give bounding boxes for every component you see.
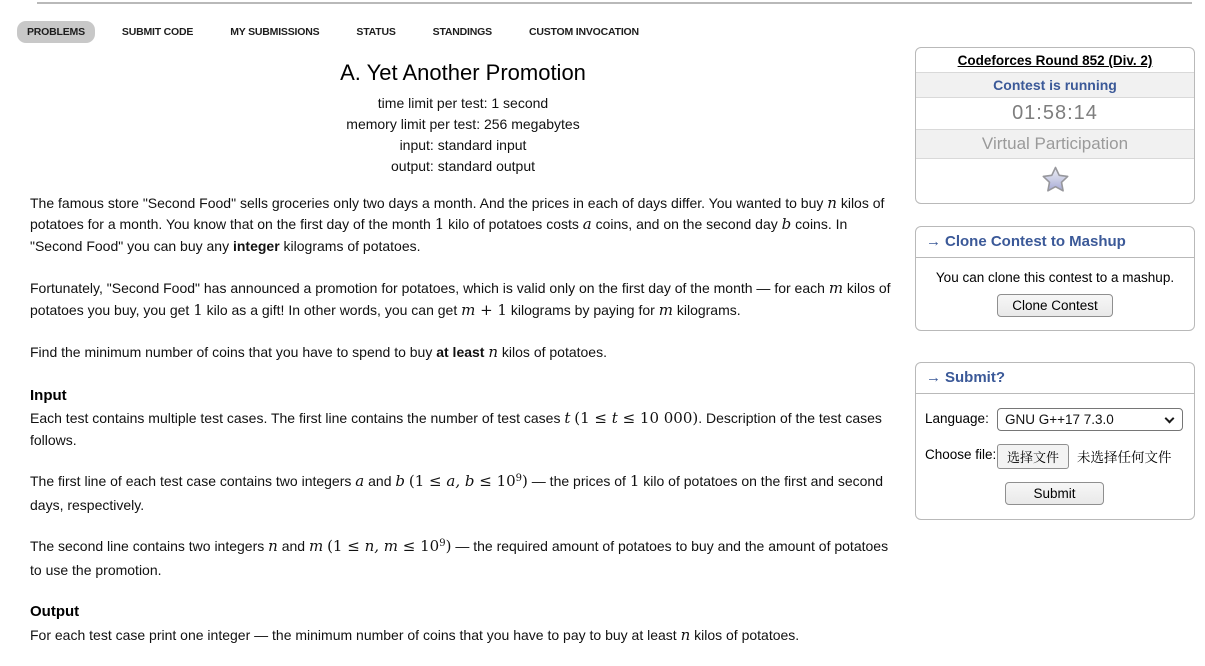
input-paragraph: The second line contains two integers n and m (1 ≤ n, $m \le 10^9$) — the required amount of potatoes to buy and the amount of potatoes to use the promotion.	[30, 537, 889, 578]
input-spec: input: standard input	[399, 136, 527, 153]
submit-box-caption	[916, 363, 1194, 394]
output-paragraph: For each test case print one integer — the minimum number of coins that you have to pay to buy at least n kilos of potatoes.	[30, 625, 800, 644]
language-selected-value: GNU G++17 7.3.0	[1005, 412, 1114, 427]
clone-contest-button[interactable]: Clone Contest	[997, 294, 1113, 317]
contest-info-box	[915, 47, 1195, 204]
submit-box	[915, 362, 1195, 520]
submit-form	[916, 394, 1194, 519]
favorite-row	[916, 158, 1194, 203]
submit-row	[925, 482, 1184, 505]
chevron-down-icon	[1165, 414, 1175, 424]
choose-file-row	[925, 444, 1184, 469]
clone-box-caption-label: Clone Contest to Mashup	[945, 233, 1126, 250]
participation-mode-row	[916, 129, 1194, 158]
output-spec: output: standard output	[391, 157, 535, 174]
tab-problems[interactable]: PROBLEMS	[17, 21, 95, 43]
time-limit: time limit per test: 1 second	[377, 94, 549, 111]
statement-paragraph: Fortunately, "Second Food" has announced a promotion for potatoes, which is valid only on the first day of the month — for each m kilos of potatoes you buy, you get 1 kilo as a gift! In other words, you can get m + 1 kilograms by paying for m kilograms.	[30, 279, 891, 319]
clone-contest-box	[915, 226, 1195, 331]
submit-button[interactable]: Submit	[1005, 482, 1103, 505]
tab-standings[interactable]: STANDINGS	[432, 26, 492, 38]
contest-title-link[interactable]: Codeforces Round 852 (Div. 2)	[957, 53, 1153, 68]
statement-paragraph: Find the minimum number of coins that you have to spend to buy at least n kilos of potatoes.	[30, 343, 607, 361]
sidebar	[915, 47, 1195, 520]
choose-file-button[interactable]: 选择文件	[997, 444, 1069, 469]
statement-paragraph: The famous store "Second Food" sells groceries only two days a month. And the prices in each of days differ. You wanted to buy n kilos of potatoes for a month. You know that on the first day of the month 1 kilo of potatoes costs a coins, and on the second day b coins. In "Second Food" you can buy any integer kilograms of potatoes.	[30, 193, 885, 254]
problem-title: A. Yet Another Promotion	[340, 60, 586, 85]
input-heading: Input	[30, 386, 67, 404]
clone-box-body	[916, 258, 1194, 330]
output-heading: Output	[30, 603, 80, 620]
contest-title-row	[916, 48, 1194, 72]
problem-statement	[30, 62, 896, 666]
contest-status-row	[916, 72, 1194, 97]
input-paragraph: The first line of each test case contains two integers a and b (1 ≤ a, $b \le 10^9$) — the prices of 1 kilo of potatoes on the first and second days, respectively.	[30, 472, 883, 513]
contest-status: Contest is running	[993, 77, 1117, 93]
language-row	[925, 408, 1184, 431]
input-paragraph: Each test contains multiple test cases. The first line contains the number of test cases t (1 ≤ t ≤ 10 000). Description of the test cases follows.	[30, 409, 882, 448]
file-chosen-status: 未选择任何文件	[1077, 450, 1172, 465]
memory-limit: memory limit per test: 256 megabytes	[346, 115, 580, 132]
language-select[interactable]	[997, 408, 1183, 431]
choose-file-label: Choose file:	[925, 447, 997, 462]
tab-submit-code[interactable]: SUBMIT CODE	[121, 26, 194, 38]
submit-box-caption-label: Submit?	[945, 369, 1005, 386]
contest-tab-bar	[17, 21, 649, 43]
contest-countdown: 01:58:14	[1012, 102, 1098, 124]
contest-timer-row	[916, 97, 1194, 129]
tab-custom-invocation[interactable]: CUSTOM INVOCATION	[528, 26, 639, 38]
tab-my-submissions[interactable]: MY SUBMISSIONS	[230, 26, 320, 38]
tab-status[interactable]: STATUS	[356, 26, 396, 38]
arrow-right-icon: →	[926, 369, 941, 386]
problem-limits	[30, 93, 896, 177]
clone-hint-text: You can clone this contest to a mashup.	[935, 270, 1175, 285]
top-divider	[37, 2, 1192, 4]
participation-mode: Virtual Participation	[981, 134, 1129, 153]
arrow-right-icon: →	[926, 233, 941, 250]
language-label: Language:	[925, 411, 989, 426]
clone-box-caption	[916, 227, 1194, 258]
favorite-star-icon[interactable]	[1042, 166, 1069, 192]
